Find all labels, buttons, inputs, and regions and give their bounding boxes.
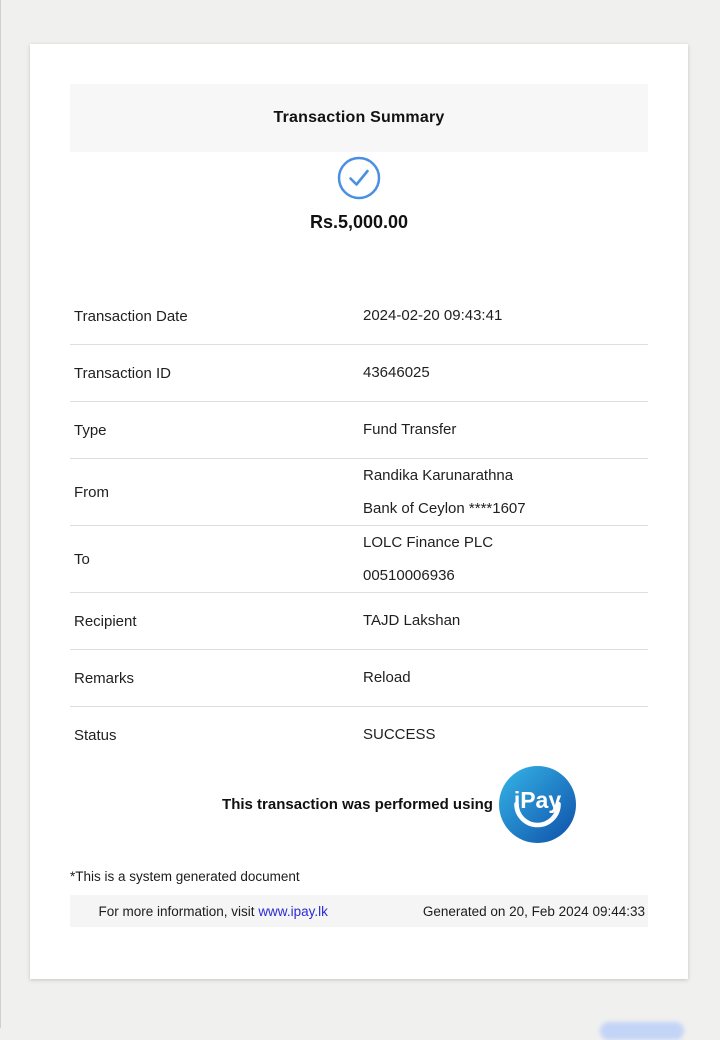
- row-value-line: SUCCESS: [363, 726, 436, 743]
- row-value-line: LOLC Finance PLC: [363, 534, 494, 551]
- row-label: Type: [74, 421, 107, 439]
- table-row: [70, 526, 648, 593]
- row-value: [363, 668, 411, 688]
- row-label: Transaction ID: [74, 364, 171, 382]
- row-label: From: [74, 483, 109, 501]
- row-label: Recipient: [74, 612, 137, 630]
- ipay-logo-icon: [499, 766, 576, 843]
- ipay-link[interactable]: www.ipay.lk: [258, 903, 328, 919]
- row-value: [363, 363, 430, 383]
- row-value-line: Fund Transfer: [363, 421, 457, 438]
- row-value: [363, 459, 526, 525]
- performed-using-row: [110, 765, 688, 843]
- success-check-icon: [337, 156, 381, 200]
- table-row: [70, 345, 648, 402]
- table-row: [70, 288, 648, 345]
- row-value: [363, 725, 436, 745]
- page-title: Transaction Summary: [273, 109, 445, 126]
- row-value: [363, 306, 502, 326]
- transaction-amount: Rs.5,000.00: [309, 212, 409, 232]
- footer-info-prefix: For more information, visit: [98, 903, 259, 919]
- row-value-line: TAJD Lakshan: [363, 612, 461, 629]
- row-value: [363, 420, 456, 440]
- row-value-line: 2024-02-20 09:43:41: [363, 307, 503, 324]
- window-edge-divider: [0, 0, 1, 1028]
- footer-bar: [70, 895, 648, 927]
- details-table: [70, 288, 648, 763]
- system-generated-note: *This is a system generated document: [70, 869, 300, 884]
- row-label: To: [74, 550, 90, 568]
- row-value-line: Reload: [363, 669, 411, 686]
- ipay-logo-text: iPay: [513, 786, 562, 813]
- success-check-wrap: [70, 156, 648, 200]
- floating-button-partial[interactable]: [600, 1022, 684, 1040]
- row-value: [363, 526, 493, 592]
- performed-using-text: This transaction was performed using: [222, 795, 493, 813]
- row-value-line: 00510006936: [363, 567, 455, 584]
- generated-timestamp: Generated on 20, Feb 2024 09:44:33: [422, 903, 645, 919]
- footer-info-text: [76, 889, 328, 934]
- table-row: [70, 402, 648, 459]
- table-row: [70, 459, 648, 526]
- row-value: [363, 611, 460, 631]
- table-row: [70, 707, 648, 763]
- row-label: Status: [74, 726, 117, 744]
- receipt-card: [30, 44, 688, 979]
- row-value-line: Bank of Ceylon ****1607: [363, 500, 526, 517]
- row-value-line: 43646025: [363, 364, 430, 381]
- table-row: [70, 593, 648, 650]
- summary-header: [70, 84, 648, 152]
- row-label: Transaction Date: [74, 307, 188, 325]
- row-label: Remarks: [74, 669, 135, 687]
- row-value-line: Randika Karunarathna: [363, 467, 514, 484]
- table-row: [70, 650, 648, 707]
